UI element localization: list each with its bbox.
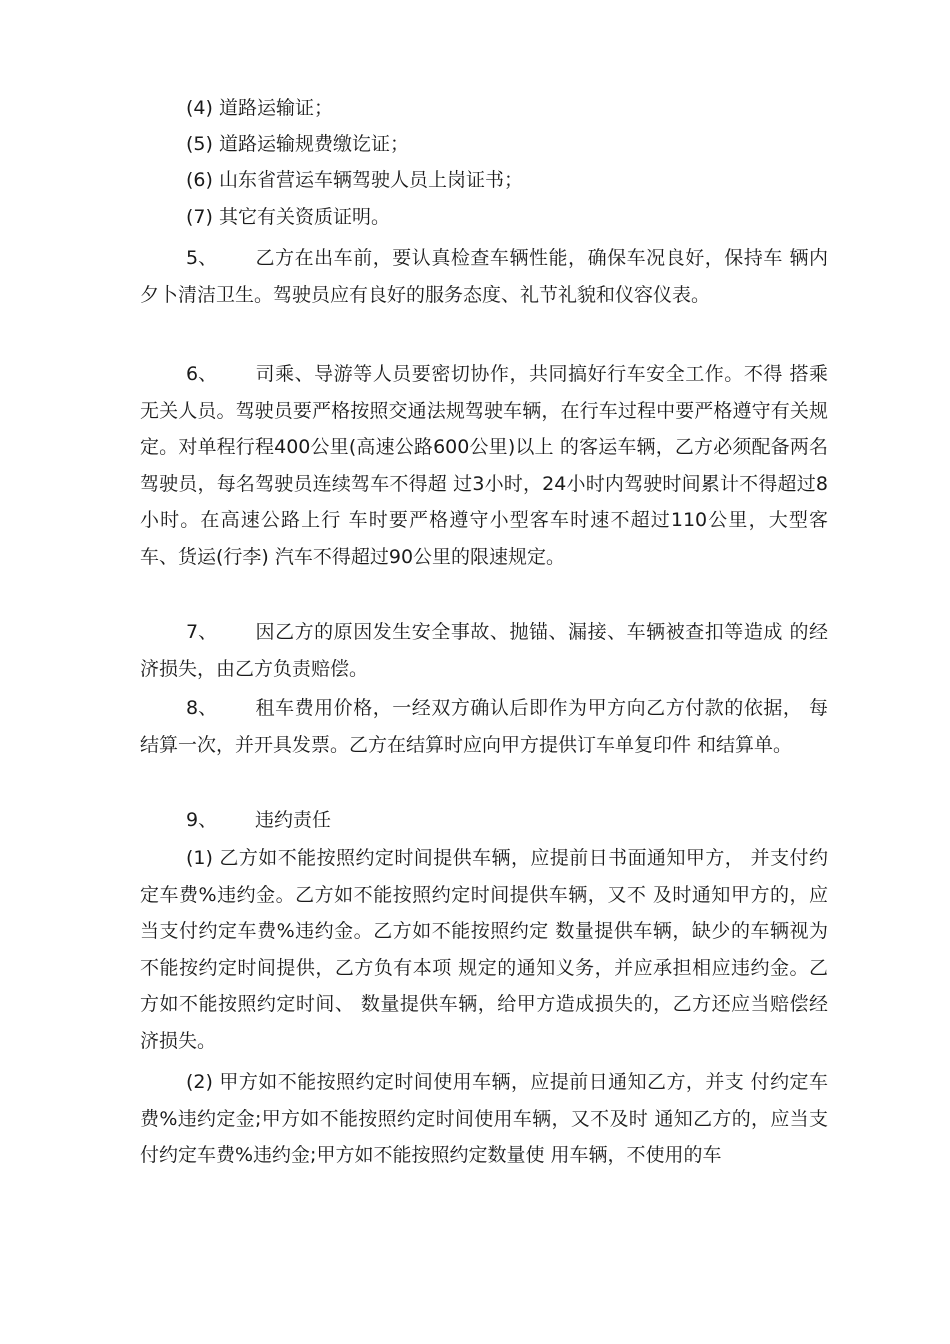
clause-text: 因乙方的原因发生安全事故、抛锚、漏接、车辆被查扣等造成 的经济损失，由乙方负责赔偿。 <box>140 621 828 680</box>
list-item-fee-receipt: (5) 道路运输规费缴讫证； <box>186 133 409 155</box>
clause-8 <box>140 690 828 763</box>
clause-6 <box>140 356 828 575</box>
breach-party-a: (2) 甲方如不能按照约定时间使用车辆，应提前日通知乙方，并支 付约定车费%违约定金;甲方如不能按照约定时间使用车辆，又不及时 通知乙方的，应当支付约定车费%违约金;甲方如不能按照约定数量使 用车辆，不使用的车 <box>140 1071 828 1166</box>
list-item-road-transport-permit: (4) 道路运输证； <box>186 97 333 119</box>
clause-number: 7、 <box>186 621 218 643</box>
clause-number: 9、 <box>186 809 218 831</box>
list-item-driver-certificate: (6) 山东省营运车辆驾驶人员上岗证书； <box>186 169 523 191</box>
list-item-other-qualifications: (7) 其它有关资质证明。 <box>186 206 390 228</box>
clause-number: 8、 <box>186 697 218 719</box>
clause-number: 5、 <box>186 247 218 269</box>
clause-text: 租车费用价格，一经双方确认后即作为甲方向乙方付款的依据， 每结算一次，并开具发票。乙方在结算时应向甲方提供订车单复印件 和结算单。 <box>140 697 828 756</box>
breach-party-b: (1) 乙方如不能按照约定时间提供车辆，应提前日书面通知甲方， 并支付约定车费%违约金。乙方如不能按照约定时间提供车辆，又不 及时通知甲方的，应当支付约定车费%违约金。乙方如不能按照约定 数量提供车辆，缺少的车辆视为不能按约定时间提供，乙方负有本项 规定的通知义务，并应承担相应违约金。乙方如不能按照约定时间、 数量提供车辆，给甲方造成损失的，乙方还应当赔偿经济损失。 <box>140 847 828 1052</box>
clause-9 <box>140 802 828 839</box>
clause-7 <box>140 614 828 687</box>
clause-text: 乙方在出车前，要认真检查车辆性能，确保车况良好，保持车 辆内夕卜清洁卫生。驾驶员应有良好的服务态度、礼节礼貌和仪容仪表。 <box>140 247 828 306</box>
clause-number: 6、 <box>186 363 218 385</box>
clause-text: 违约责任 <box>255 809 332 831</box>
clause-text: 司乘、导游等人员要密切协作，共同搞好行车安全工作。不得 搭乘无关人员。驾驶员要严格按照交通法规驾驶车辆，在行车过程中要严格遵守有关规定。对单程行程400公里(高速公路600公里)以上 的客运车辆，乙方必须配备两名驾驶员，每名驾驶员连续驾车不得超 过3小时，24小时内驾驶时间累计不得超过8小时。在高速公路上行 车时要严格遵守小型客车时速不超过110公里，大型客车、货运(行李) 汽车不得超过90公里的限速规定。 <box>140 363 828 568</box>
clause-5 <box>140 240 828 313</box>
